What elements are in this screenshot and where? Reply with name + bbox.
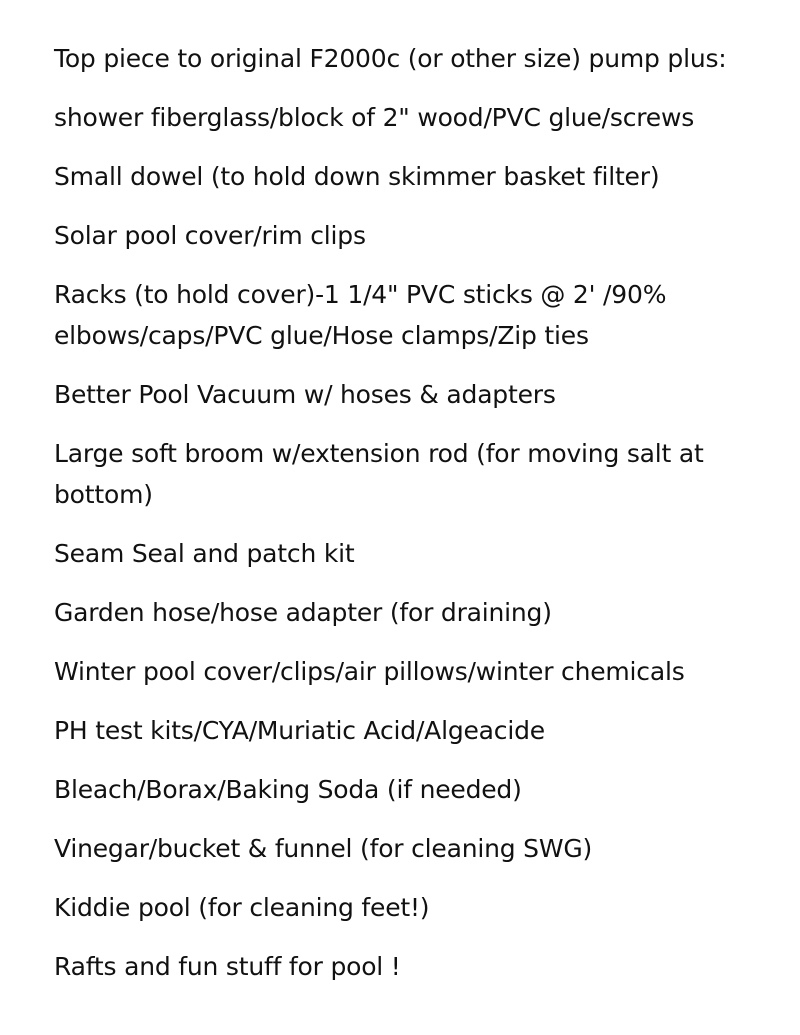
list-item: Rafts and fun stuff for pool ! (54, 952, 401, 981)
list-item: Small dowel (to hold down skimmer basket filter) (54, 162, 660, 191)
list-item: PH test kits/CYA/Muriatic Acid/Algeacide (54, 716, 545, 745)
list-item: shower fiberglass/block of 2" wood/PVC glue/screws (54, 103, 695, 132)
list-item: Solar pool cover/rim clips (54, 221, 366, 250)
list-item: Seam Seal and patch kit (54, 539, 355, 568)
list-item: Better Pool Vacuum w/ hoses & adapters (54, 380, 556, 409)
list-item: Kiddie pool (for cleaning feet!) (54, 893, 430, 922)
list-item: Top piece to original F2000c (or other size) pump plus: (54, 44, 727, 73)
list-item: Winter pool cover/clips/air pillows/winter chemicals (54, 657, 685, 686)
supply-list (54, 38, 774, 1005)
list-item: Large soft broom w/extension rod (for moving salt at bottom) (54, 439, 704, 509)
list-item: Garden hose/hose adapter (for draining) (54, 598, 552, 627)
list-item: Racks (to hold cover)-1 1/4" PVC sticks @ 2' /90% elbows/caps/PVC glue/Hose clamps/Zip ties (54, 280, 667, 350)
list-item: Vinegar/bucket & funnel (for cleaning SWG) (54, 834, 593, 863)
list-item: Bleach/Borax/Baking Soda (if needed) (54, 775, 522, 804)
